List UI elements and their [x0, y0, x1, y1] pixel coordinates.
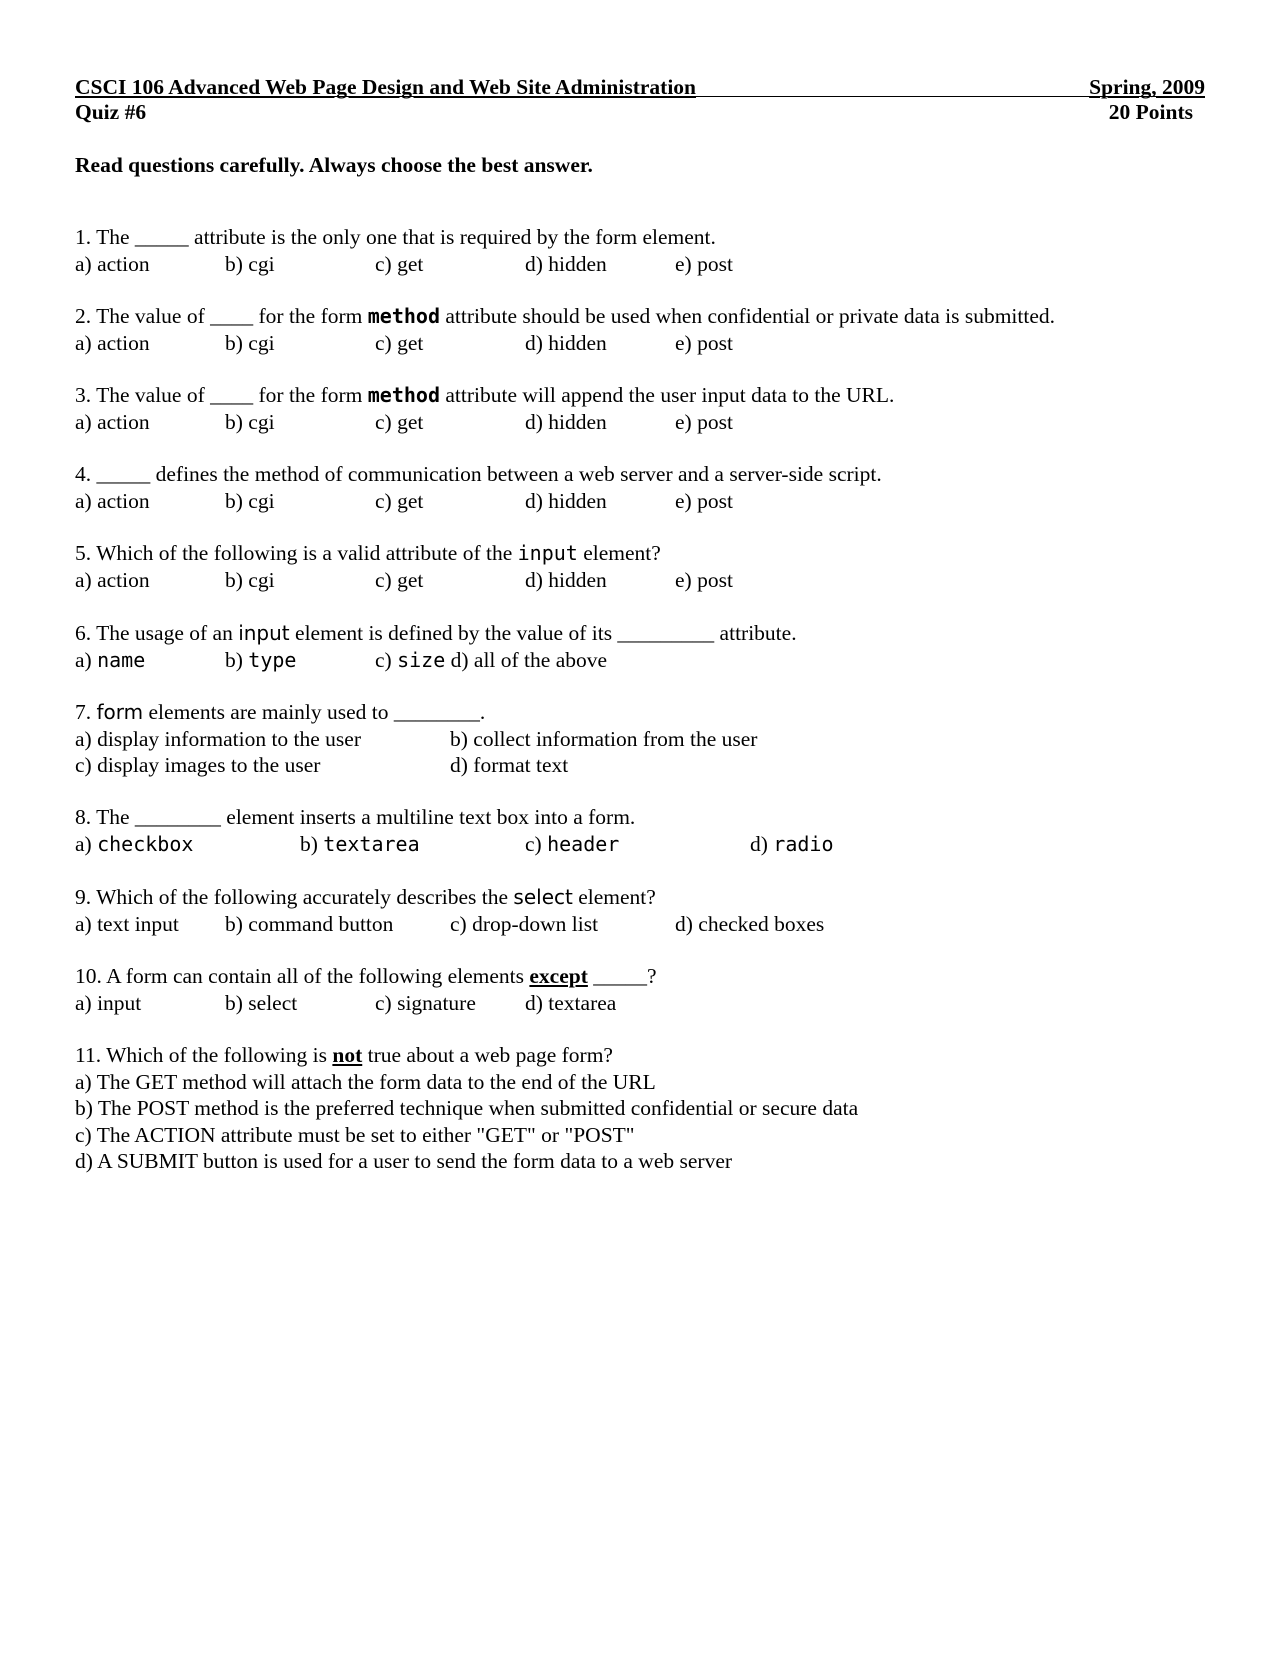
option-c: c) get — [375, 567, 424, 592]
question-text-end: element is defined by the value of its _________ attribute. — [289, 621, 797, 645]
options-row — [75, 752, 1205, 779]
question-text-end: elements are mainly used to ________. — [143, 700, 486, 724]
question-text-start: 2. The value of ____ for the form — [75, 304, 368, 328]
question-text-end: element? — [572, 885, 656, 909]
question-text-start: 7. — [75, 700, 97, 724]
question-text-start: 3. The value of ____ for the form — [75, 383, 368, 407]
header-line-2 — [75, 99, 1205, 125]
question-text-start: 6. The usage of an — [75, 621, 239, 645]
question-11 — [75, 1042, 1205, 1175]
option-b: b) cgi — [225, 567, 275, 592]
option-a: a) action — [75, 409, 150, 434]
option-b: b) collect information from the user — [450, 726, 758, 751]
option-b: b) The POST method is the preferred technique when submitted confidential or secure data — [75, 1096, 859, 1120]
option-c: c) get — [375, 409, 424, 434]
option-e: e) post — [675, 567, 733, 592]
option-label: b) — [225, 647, 249, 672]
header-underline — [75, 96, 1205, 97]
question-8 — [75, 804, 1205, 857]
option-b: b) cgi — [225, 251, 275, 276]
options-row — [75, 990, 1205, 1017]
options-row — [75, 911, 1205, 938]
option-e: e) post — [675, 330, 733, 355]
question-1 — [75, 224, 1205, 277]
option-c — [525, 831, 619, 857]
option-d: d) hidden — [525, 409, 607, 434]
course-title: CSCI 106 Advanced Web Page Design and Web Site Administration — [75, 75, 697, 99]
question-text — [75, 540, 1205, 567]
question-text — [75, 1042, 1205, 1069]
option-code: radio — [773, 831, 834, 856]
option-a: a) action — [75, 488, 150, 513]
options-row — [75, 251, 1205, 278]
option-label: a) — [75, 647, 98, 672]
options-row — [75, 409, 1205, 436]
quiz-page — [75, 74, 1205, 1173]
option-d: d) hidden — [525, 251, 607, 276]
option-b — [225, 647, 296, 673]
question-7 — [75, 699, 1205, 779]
option-a: a) action — [75, 251, 150, 276]
emphasis: except — [529, 964, 588, 988]
option-d: d) hidden — [525, 488, 607, 513]
question-10 — [75, 963, 1205, 1016]
header-line-1 — [75, 74, 1205, 99]
question-text-start: 5. Which of the following is a valid attribute of the — [75, 541, 518, 565]
question-text — [75, 884, 1205, 911]
options-row — [75, 330, 1205, 357]
instructions: Read questions carefully. Always choose the best answer. — [75, 153, 593, 177]
code-term: select — [513, 885, 573, 909]
option-c-d — [375, 647, 607, 673]
option-a: a) input — [75, 990, 142, 1015]
question-4 — [75, 461, 1205, 514]
options-row — [75, 647, 1205, 674]
question-text-end: _____? — [587, 964, 657, 988]
option-a: a) text input — [75, 911, 179, 936]
question-text: 8. The ________ element inserts a multiline text box into a form. — [75, 805, 636, 829]
question-text — [75, 382, 1205, 409]
option-d — [750, 831, 834, 857]
option-c: c) get — [375, 251, 424, 276]
option-label: a) — [75, 831, 98, 856]
option-d: d) format text — [450, 753, 569, 777]
code-term: input — [238, 621, 290, 645]
question-6 — [75, 620, 1205, 673]
question-5 — [75, 540, 1205, 593]
question-text-start: 9. Which of the following accurately describes the — [75, 885, 514, 909]
question-2 — [75, 303, 1205, 356]
question-text: 1. The _____ attribute is the only one that is required by the form element. — [75, 225, 716, 249]
option-a: a) action — [75, 330, 150, 355]
option-code: textarea — [323, 831, 420, 856]
question-text-end: attribute will append the user input data to the URL. — [440, 383, 895, 407]
option-label: b) — [300, 831, 324, 856]
option-c: c) get — [375, 330, 424, 355]
option-code: header — [547, 831, 620, 856]
option-a — [75, 831, 193, 857]
option-code: size — [397, 647, 446, 672]
option-b: b) cgi — [225, 330, 275, 355]
question-3 — [75, 382, 1205, 435]
option-code: type — [248, 647, 297, 672]
option-label: d) — [750, 831, 774, 856]
options-row — [75, 831, 1205, 858]
option-code: name — [97, 647, 146, 672]
option-d: d) all of the above — [445, 647, 608, 672]
option-e: e) post — [675, 488, 733, 513]
code-term: input — [517, 541, 578, 565]
term: Spring, 2009 — [1089, 75, 1205, 99]
option-a — [75, 647, 145, 673]
option-e: e) post — [675, 251, 733, 276]
option-b: b) cgi — [225, 409, 275, 434]
question-text — [75, 620, 1205, 647]
option-d: d) A SUBMIT button is used for a user to send the form data to a web server — [75, 1149, 733, 1173]
option-label: c) — [525, 831, 548, 856]
points: 20 Points — [1108, 100, 1193, 124]
option-b: b) cgi — [225, 488, 275, 513]
options-row — [75, 488, 1205, 515]
option-a: a) The GET method will attach the form data to the end of the URL — [75, 1069, 656, 1094]
question-text — [75, 963, 1205, 990]
question-text-end: element? — [577, 541, 661, 565]
code-term: method — [367, 304, 441, 328]
option-c: c) get — [375, 488, 424, 513]
option-b: b) command button — [225, 911, 394, 936]
options-row — [75, 567, 1205, 594]
option-b: b) select — [225, 990, 298, 1015]
question-text-end: attribute should be used when confidential or private data is submitted. — [440, 304, 1056, 328]
question-text — [75, 303, 1205, 330]
option-c: c) signature — [375, 990, 476, 1015]
option-c: c) display images to the user — [75, 753, 321, 777]
option-code: checkbox — [97, 831, 194, 856]
option-c: c) drop-down list — [450, 911, 599, 936]
question-9 — [75, 884, 1205, 937]
question-text-start: 11. Which of the following is — [75, 1043, 333, 1067]
option-a: a) display information to the user — [75, 726, 361, 751]
option-d: d) checked boxes — [675, 911, 825, 936]
option-d: d) textarea — [525, 990, 617, 1015]
code-term: method — [367, 383, 441, 407]
option-e: e) post — [675, 409, 733, 434]
option-label: c) — [375, 647, 398, 672]
option-d: d) hidden — [525, 567, 607, 592]
question-text-start: 10. A form can contain all of the following elements — [75, 964, 530, 988]
options-row — [75, 726, 1205, 753]
question-text — [75, 699, 1205, 726]
code-term: form — [96, 700, 144, 724]
option-c: c) The ACTION attribute must be set to either "GET" or "POST" — [75, 1122, 635, 1147]
option-b — [300, 831, 420, 857]
option-a: a) action — [75, 567, 150, 592]
option-d: d) hidden — [525, 330, 607, 355]
emphasis: not — [332, 1043, 363, 1067]
question-text: 4. _____ defines the method of communication between a web server and a server-side script. — [75, 462, 882, 486]
quiz-number: Quiz #6 — [75, 100, 147, 124]
question-text-end: true about a web page form? — [362, 1043, 613, 1067]
